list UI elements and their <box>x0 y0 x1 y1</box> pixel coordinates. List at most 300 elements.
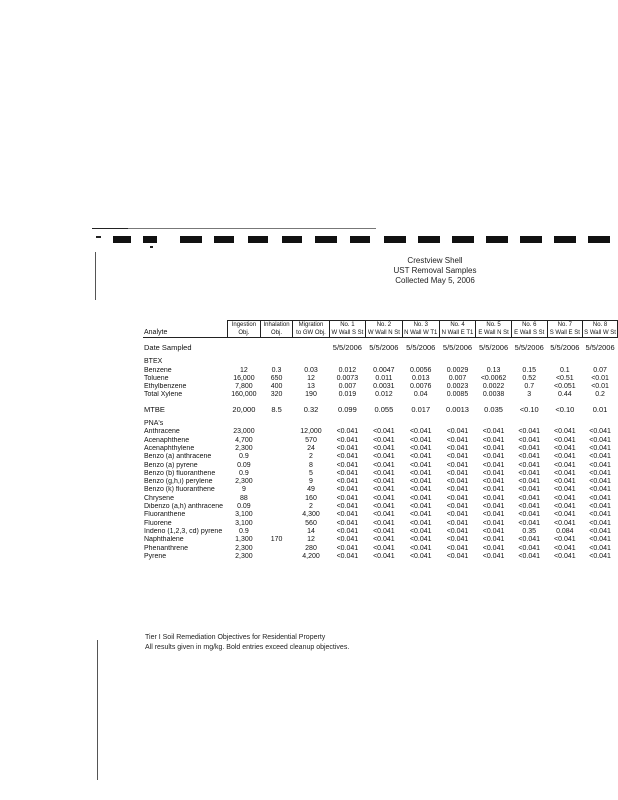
table-cell <box>260 462 293 470</box>
table-cell: <0.041 <box>482 494 505 502</box>
report-title: Crestview Shell <box>407 256 463 265</box>
table-cell: <0.041 <box>482 536 505 544</box>
table-cell <box>260 453 293 461</box>
table-cell: <0.041 <box>554 486 576 494</box>
table-cell: <0.041 <box>589 478 611 486</box>
table-cell: <0.041 <box>336 444 359 452</box>
column-header: Ingestion Obj. <box>228 321 261 338</box>
table-cell: <0.041 <box>409 519 432 527</box>
row-label: Benzo (b) fluoranthene <box>144 469 216 477</box>
table-cell: <0.041 <box>589 503 611 511</box>
section-heading: BTEX <box>144 358 163 366</box>
table-cell: 2 <box>309 503 313 511</box>
table-cell: 0.007 <box>448 374 467 382</box>
table-cell: <0.041 <box>373 453 395 461</box>
table-cell: <0.041 <box>589 511 611 519</box>
table-row <box>143 383 618 391</box>
table-cell: <0.041 <box>409 444 432 452</box>
table-cell: <0.041 <box>336 486 359 494</box>
column-header: Analyte <box>143 321 228 338</box>
table-cell: 280 <box>305 544 317 552</box>
table-cell: <0.041 <box>589 536 611 544</box>
table-cell: 12 <box>240 366 248 374</box>
row-label: Ethylbenzene <box>144 383 187 391</box>
table-cell: 0.52 <box>522 374 537 382</box>
table-cell: <0.041 <box>373 461 395 469</box>
table-header-row <box>143 321 618 338</box>
table-cell: <0.041 <box>373 511 395 519</box>
table-cell: <0.041 <box>482 552 505 560</box>
table-cell: <0.041 <box>373 486 395 494</box>
table-row <box>143 344 618 352</box>
table-cell: 12,000 <box>300 428 322 436</box>
table-cell: <0.041 <box>554 428 576 436</box>
table-cell: <0.041 <box>554 444 576 452</box>
table-cell <box>260 511 293 519</box>
dashed-rule-segment <box>350 236 370 243</box>
table-cell: 0.15 <box>522 366 537 374</box>
table-cell: <0.041 <box>518 494 541 502</box>
table-cell <box>260 545 293 553</box>
table-cell: <0.041 <box>336 552 359 560</box>
table-cell: 160,000 <box>231 391 257 399</box>
table-row <box>143 545 618 553</box>
dashed-rule-segment <box>315 236 337 243</box>
table-cell: 3,100 <box>235 511 253 519</box>
table-cell: 0.9 <box>239 453 249 461</box>
table-row <box>143 520 618 528</box>
table-cell: 0.2 <box>595 391 605 399</box>
table-cell: <0.041 <box>336 478 359 486</box>
table-cell <box>260 437 293 445</box>
row-label: Anthracene <box>144 428 180 436</box>
table-cell: 12 <box>307 374 315 382</box>
table-cell: <0.041 <box>446 552 469 560</box>
row-label: Benzo (g,h,i) perylene <box>144 478 213 486</box>
table-cell: <0.041 <box>336 519 359 527</box>
table-cell: <0.041 <box>446 503 469 511</box>
table-cell: <0.041 <box>518 536 541 544</box>
report-subtitle: UST Removal Samples <box>393 266 477 275</box>
table-cell: 2,300 <box>235 444 253 452</box>
table-cell: 0.35 <box>522 527 537 535</box>
table-cell: <0.041 <box>373 519 395 527</box>
table-cell: <0.041 <box>482 527 505 535</box>
table-cell: <0.041 <box>482 478 505 486</box>
table-row <box>143 367 618 375</box>
table-cell: <0.041 <box>518 453 541 461</box>
table-cell: 3,100 <box>235 519 253 527</box>
table-cell: 4,300 <box>302 511 320 519</box>
table-cell: <0.041 <box>336 494 359 502</box>
table-cell: <0.041 <box>336 527 359 535</box>
table-cell: 5/5/2006 <box>478 344 509 352</box>
table-cell: <0.041 <box>554 536 576 544</box>
table-cell: 4,700 <box>235 436 253 444</box>
table-cell: 0.13 <box>486 366 501 374</box>
dashed-rule-segment <box>486 236 508 243</box>
column-header: Inhalation Obj. <box>260 321 293 338</box>
table-cell: 1,300 <box>235 536 253 544</box>
row-label: Pyrene <box>144 552 167 560</box>
table-row <box>143 486 618 494</box>
dashed-rule-segment <box>384 236 406 243</box>
table-row <box>143 528 618 536</box>
table-cell: <0.041 <box>482 486 505 494</box>
row-label: MTBE <box>144 405 165 414</box>
row-label: Phenanthrene <box>144 544 188 552</box>
table-cell: <0.041 <box>409 503 432 511</box>
table-cell: 0.0056 <box>410 366 432 374</box>
table-cell: <0.041 <box>336 436 359 444</box>
table-cell: 5/5/2006 <box>406 344 436 352</box>
table-cell: <0.041 <box>482 503 505 511</box>
table-cell: 0.099 <box>338 405 357 414</box>
table-cell: 12 <box>307 536 315 544</box>
table-cell: <0.041 <box>336 511 359 519</box>
table-cell: <0.041 <box>373 552 395 560</box>
table-cell <box>260 520 293 528</box>
column-header: No. 5 E Wall N St <box>476 321 512 338</box>
table-cell: 570 <box>305 436 317 444</box>
dashed-rule-segment <box>113 236 131 243</box>
table-cell: 160 <box>305 494 317 502</box>
table-cell: <0.041 <box>409 494 432 502</box>
table-cell: <0.041 <box>554 461 576 469</box>
table-cell: <0.041 <box>373 428 395 436</box>
dashed-rule-segment <box>180 236 202 243</box>
dashed-rule-segment <box>554 236 576 243</box>
table-cell: 0.09 <box>237 461 251 469</box>
table-cell: <0.041 <box>554 552 576 560</box>
row-label: Naphthalene <box>144 536 184 544</box>
table-cell: 0.0085 <box>446 391 469 399</box>
row-label: Benzo (a) anthracene <box>144 453 212 461</box>
table-cell: <0.041 <box>409 536 432 544</box>
table-cell: 0.44 <box>558 391 572 399</box>
table-cell: 400 <box>270 383 283 391</box>
table-cell: <0.041 <box>373 527 395 535</box>
table-cell: <0.041 <box>409 544 432 552</box>
table-cell: <0.041 <box>409 527 432 535</box>
table-cell <box>260 470 293 478</box>
table-cell: 16,000 <box>233 374 255 382</box>
table-cell: <0.041 <box>373 436 395 444</box>
column-header: No. 3 N Wall W T1 <box>404 322 438 336</box>
table-cell: 0.0031 <box>373 383 395 391</box>
table-cell: <0.041 <box>518 478 541 486</box>
table-cell: 0.0076 <box>410 383 432 391</box>
table-cell: <0.041 <box>409 428 432 436</box>
table-cell: 5/5/2006 <box>514 344 544 352</box>
table-cell: <0.041 <box>518 486 541 494</box>
table-cell: <0.041 <box>336 428 359 436</box>
table-cell: 0.09 <box>237 503 251 511</box>
scan-mark <box>92 228 128 229</box>
table-cell: <0.041 <box>409 469 432 477</box>
table-cell: 0.03 <box>304 366 318 374</box>
table-cell: <0.041 <box>446 436 469 444</box>
table-cell: 88 <box>240 494 248 502</box>
table-cell: <0.041 <box>589 486 611 494</box>
table-cell: <0.041 <box>554 469 576 477</box>
dashed-rule-segment <box>588 236 610 243</box>
row-label: Benzo (a) pyrene <box>144 461 198 469</box>
table-cell <box>293 344 329 352</box>
table-row <box>143 445 618 453</box>
table-cell: 7,800 <box>235 383 253 391</box>
table-cell: 0.0022 <box>482 383 505 391</box>
table-cell: 0.007 <box>338 383 357 391</box>
scan-mark <box>96 236 101 238</box>
row-label: Date Sampled <box>144 344 192 352</box>
table-cell: <0.041 <box>336 461 359 469</box>
table-cell: <0.041 <box>554 519 576 527</box>
table-cell: 5/5/2006 <box>585 344 615 352</box>
table-cell: 9 <box>241 486 246 494</box>
table-cell: <0.041 <box>482 469 505 477</box>
table-cell: <0.041 <box>373 536 395 544</box>
table-row <box>143 536 618 544</box>
dashed-rule-segment <box>214 236 234 243</box>
table-cell: <0.041 <box>409 453 432 461</box>
table-cell: <0.041 <box>518 461 541 469</box>
table-cell: <0.041 <box>482 544 505 552</box>
table-row <box>143 503 618 511</box>
table-cell: <0.041 <box>589 519 611 527</box>
table-cell: 170 <box>270 536 283 544</box>
row-label: Acenaphthylene <box>144 444 195 452</box>
table-cell: <0.041 <box>409 552 432 560</box>
table-cell: 2,300 <box>235 552 253 560</box>
table-cell: <0.041 <box>446 478 469 486</box>
table-cell: <0.041 <box>554 453 576 461</box>
table-cell: <0.041 <box>336 536 359 544</box>
table-cell: <0.041 <box>589 444 611 452</box>
section-heading: PNA's <box>144 420 164 428</box>
table-cell: 650 <box>270 374 283 382</box>
table-cell: 0.012 <box>375 391 393 399</box>
table-cell: 49 <box>307 486 315 494</box>
table-cell: <0.041 <box>482 436 505 444</box>
row-label: Toluene <box>144 374 169 382</box>
table-cell: <0.041 <box>518 444 541 452</box>
table-row <box>143 478 618 486</box>
table-cell: <0.041 <box>589 552 611 560</box>
table-cell: 0.0023 <box>446 383 469 391</box>
table-cell: <0.10 <box>519 405 539 414</box>
table-cell: <0.041 <box>336 544 359 552</box>
table-cell: 2 <box>309 453 313 461</box>
table-cell: 0.1 <box>559 366 570 374</box>
table-row <box>143 391 618 399</box>
table-cell: 560 <box>305 519 317 527</box>
table-cell: <0.041 <box>446 544 469 552</box>
collection-date: Collected May 5, 2006 <box>395 276 475 285</box>
column-header: Migration to GW Obj. <box>293 321 329 338</box>
table-cell: <0.041 <box>482 461 505 469</box>
dashed-rule-segment <box>520 236 542 243</box>
table-cell: 0.0013 <box>446 405 469 414</box>
column-header: No. 4 N Wall E T1 <box>439 321 475 338</box>
table-cell: 5/5/2006 <box>332 344 362 352</box>
table-cell: 2,300 <box>235 478 253 486</box>
table-row <box>143 437 618 445</box>
table-cell: <0.041 <box>554 511 576 519</box>
table-cell: 0.9 <box>239 527 249 535</box>
table-cell: <0.041 <box>336 453 359 461</box>
report-header <box>330 256 540 286</box>
table-cell: <0.041 <box>518 519 541 527</box>
table-cell: <0.041 <box>446 486 469 494</box>
row-label: Dibenzo (a,h) anthracene <box>144 503 223 511</box>
table-cell: <0.041 <box>518 428 541 436</box>
table-cell: <0.041 <box>554 503 576 511</box>
table-cell: <0.041 <box>336 503 359 511</box>
table-cell: <0.041 <box>446 469 469 477</box>
table-cell: <0.041 <box>409 478 432 486</box>
table-cell: 0.013 <box>411 374 430 382</box>
table-cell: 0.0038 <box>482 391 505 399</box>
table-cell: <0.041 <box>446 461 469 469</box>
table-cell: <0.041 <box>589 494 611 502</box>
table-cell: <0.01 <box>591 374 609 382</box>
table-cell: <0.041 <box>589 544 611 552</box>
table-cell: 0.32 <box>303 405 319 414</box>
table-cell: <0.041 <box>373 469 395 477</box>
row-label: Acenaphthene <box>144 436 190 444</box>
table-row <box>143 553 618 561</box>
table-cell: 13 <box>307 383 315 391</box>
table-cell: 0.07 <box>593 366 607 374</box>
table-cell <box>260 486 293 494</box>
footnote-units: All results given in mg/kg. Bold entries exceed cleanup objectives. <box>145 644 350 651</box>
table-cell: 0.7 <box>524 383 535 391</box>
table-cell: <0.041 <box>373 478 395 486</box>
table-row <box>143 453 618 461</box>
table-cell: <0.041 <box>409 461 432 469</box>
table-cell <box>260 445 293 453</box>
dashed-rule-segment <box>248 236 268 243</box>
table-cell: <0.041 <box>518 544 541 552</box>
table-cell: <0.041 <box>482 428 505 436</box>
table-cell <box>260 553 293 561</box>
table-cell: <0.041 <box>589 527 611 535</box>
table-row <box>143 406 618 414</box>
table-cell: <0.041 <box>589 469 611 477</box>
column-header: No. 8 S Wall W St <box>584 322 616 336</box>
table-cell: <0.041 <box>336 469 359 477</box>
table-cell: 5/5/2006 <box>369 344 399 352</box>
table-cell: <0.041 <box>373 494 395 502</box>
table-cell: <0.041 <box>518 503 541 511</box>
table-cell: 9 <box>309 478 313 486</box>
table-cell: <0.0062 <box>480 374 507 382</box>
table-cell: 0.0073 <box>336 374 359 382</box>
table-cell: 8 <box>309 461 313 469</box>
table-cell: <0.041 <box>373 444 395 452</box>
table-cell: 5 <box>309 469 313 477</box>
table-cell: 0.055 <box>374 405 394 414</box>
table-cell: <0.041 <box>446 428 469 436</box>
table-cell: 0.084 <box>556 527 574 535</box>
table-cell: <0.041 <box>518 469 541 477</box>
row-label: Benzo (k) fluoranthene <box>144 486 215 494</box>
table-cell: <0.041 <box>373 544 395 552</box>
table-row <box>143 470 618 478</box>
table-cell: 0.0029 <box>446 366 469 374</box>
table-row <box>143 428 618 436</box>
table-cell: 20,000 <box>232 405 256 414</box>
table-cell: 0.012 <box>338 366 357 374</box>
table-row <box>143 495 618 503</box>
row-label: Benzene <box>144 366 172 374</box>
table-cell: <0.041 <box>446 527 469 535</box>
table-cell: <0.041 <box>446 511 469 519</box>
row-label: Chrysene <box>144 494 174 502</box>
table-cell: 5/5/2006 <box>550 344 580 352</box>
table-cell: <0.041 <box>482 453 505 461</box>
table-cell: 0.3 <box>271 366 282 374</box>
table-row <box>143 462 618 470</box>
table-cell: 23,000 <box>233 428 255 436</box>
table-cell: <0.01 <box>591 383 609 391</box>
table-cell <box>260 428 293 436</box>
table-cell: 0.04 <box>413 391 428 399</box>
table-cell <box>260 478 293 486</box>
page-edge-line <box>95 252 96 300</box>
dashed-rule-segment <box>452 236 474 243</box>
scan-mark <box>128 228 376 229</box>
column-header: No. 2 W Wall N St <box>366 321 403 338</box>
table-cell: 0.01 <box>592 405 608 414</box>
row-label: Total Xylene <box>144 391 183 399</box>
table-cell: <0.041 <box>446 444 469 452</box>
table-row <box>143 375 618 383</box>
table-cell: <0.041 <box>554 436 576 444</box>
table-cell: 0.017 <box>411 405 431 414</box>
table-cell: <0.041 <box>373 503 395 511</box>
table-cell: <0.041 <box>589 453 611 461</box>
table-cell: 4,200 <box>302 552 320 560</box>
table-cell: <0.041 <box>409 436 432 444</box>
table-cell: 14 <box>307 527 315 535</box>
table-cell: <0.041 <box>589 461 611 469</box>
table-cell: 0.019 <box>338 391 357 399</box>
table-cell: <0.041 <box>482 444 505 452</box>
table-cell <box>260 344 293 352</box>
table-cell: <0.041 <box>409 486 432 494</box>
table-cell: <0.041 <box>482 519 505 527</box>
table-cell: 24 <box>307 444 315 452</box>
table-cell: <0.051 <box>554 383 576 391</box>
table-cell: <0.041 <box>518 552 541 560</box>
table-cell: 5/5/2006 <box>442 344 473 352</box>
section-heading-row <box>143 420 618 428</box>
table-cell: 8.5 <box>271 405 282 414</box>
table-cell <box>260 503 293 511</box>
table-cell <box>260 528 293 536</box>
table-cell: 0.035 <box>484 405 503 414</box>
table-row <box>143 511 618 519</box>
table-cell: 0.0047 <box>373 366 395 374</box>
table-cell <box>228 344 261 352</box>
table-cell: <0.041 <box>518 511 541 519</box>
table-cell: <0.041 <box>446 519 469 527</box>
table-cell: 3 <box>527 391 532 399</box>
table-cell: 0.011 <box>375 374 393 382</box>
table-cell: <0.041 <box>446 494 469 502</box>
